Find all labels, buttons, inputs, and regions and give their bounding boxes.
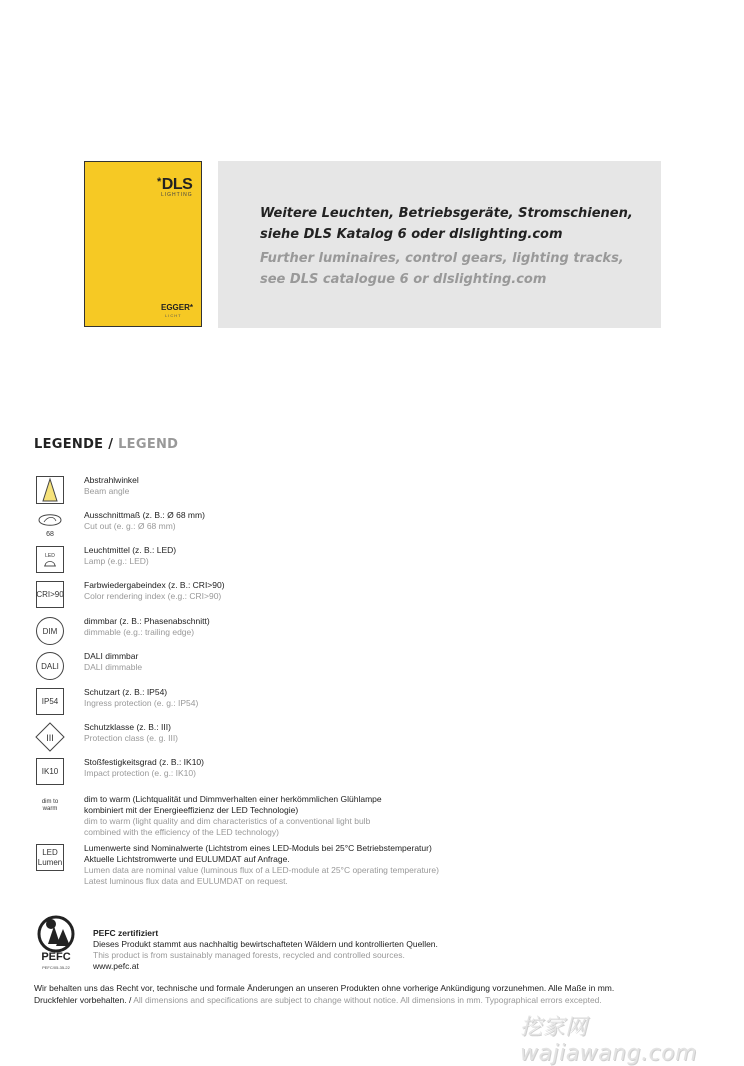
lamp-icon xyxy=(34,545,66,575)
pefc-logo-code: PEFC/05-35-22 xyxy=(42,965,70,970)
dls-logo-sub: LIGHTING xyxy=(161,192,193,198)
cut-out-label: 68 xyxy=(46,531,54,538)
info-text-en: Further luminaires, control gears, lighting tracks, see DLS catalogue 6 or dlslighting.com xyxy=(260,251,624,287)
egger-logo-sub: LICHT xyxy=(165,313,182,318)
led-lumen-icon: LED Lumen xyxy=(34,843,66,873)
ik-label: IK10 xyxy=(41,767,59,776)
dls-logo: *DLS xyxy=(157,176,193,193)
beam-angle-icon xyxy=(34,475,66,505)
dim-label: DIM xyxy=(42,626,58,636)
pefc-url[interactable]: www.pefc.at xyxy=(93,961,139,971)
legend-title: LEGENDE / LEGEND xyxy=(34,437,179,452)
lamp-label: LED xyxy=(45,552,55,559)
dali-icon xyxy=(34,651,66,681)
pefc-logo xyxy=(34,914,80,972)
ip-icon xyxy=(34,687,66,717)
info-text-de: Weitere Leuchten, Betriebsgeräte, Stromschienen, siehe DLS Katalog 6 oder dlslighting.com xyxy=(260,206,633,242)
protection-class-label: III xyxy=(46,733,54,743)
cri-label: CRI>90 xyxy=(36,590,64,599)
catalog-cover xyxy=(84,161,202,327)
egger-logo: EGGER* xyxy=(161,303,194,312)
pefc-info xyxy=(93,928,438,972)
watermark: 挖家网 wajiawang.com xyxy=(520,1015,698,1066)
info-box xyxy=(218,161,661,328)
pefc-text-de: Dieses Produkt stammt aus nachhaltig bewirtschafteten Wäldern und kontrollierten Quellen. xyxy=(93,939,438,949)
dim-icon xyxy=(34,616,66,646)
pefc-logo-text: PEFC xyxy=(41,951,71,963)
dim-to-warm-icon: dim to warm xyxy=(41,799,59,812)
cri-icon xyxy=(34,580,66,610)
dali-label: DALI xyxy=(41,661,59,671)
disclaimer: Wir behalten uns das Recht vor, technische und formale Änderungen an unseren Produkten ohne vorherige Ankündigung vorzunehmen. Alle Maße in mm. Druckfehler vorbehalten. / All dimensions and specifications are subject to change without notice. All dimensions in mm. Typographical errors excepted. xyxy=(34,983,615,1005)
pefc-text-en: This product is from sustainably managed forests, recycled and controlled sources. xyxy=(93,950,405,960)
pefc-title: PEFC zertifiziert xyxy=(93,928,159,938)
ip-label: IP54 xyxy=(41,697,59,706)
protection-class-icon xyxy=(34,722,66,752)
ik-icon xyxy=(34,757,66,787)
cut-out-icon xyxy=(34,510,66,540)
